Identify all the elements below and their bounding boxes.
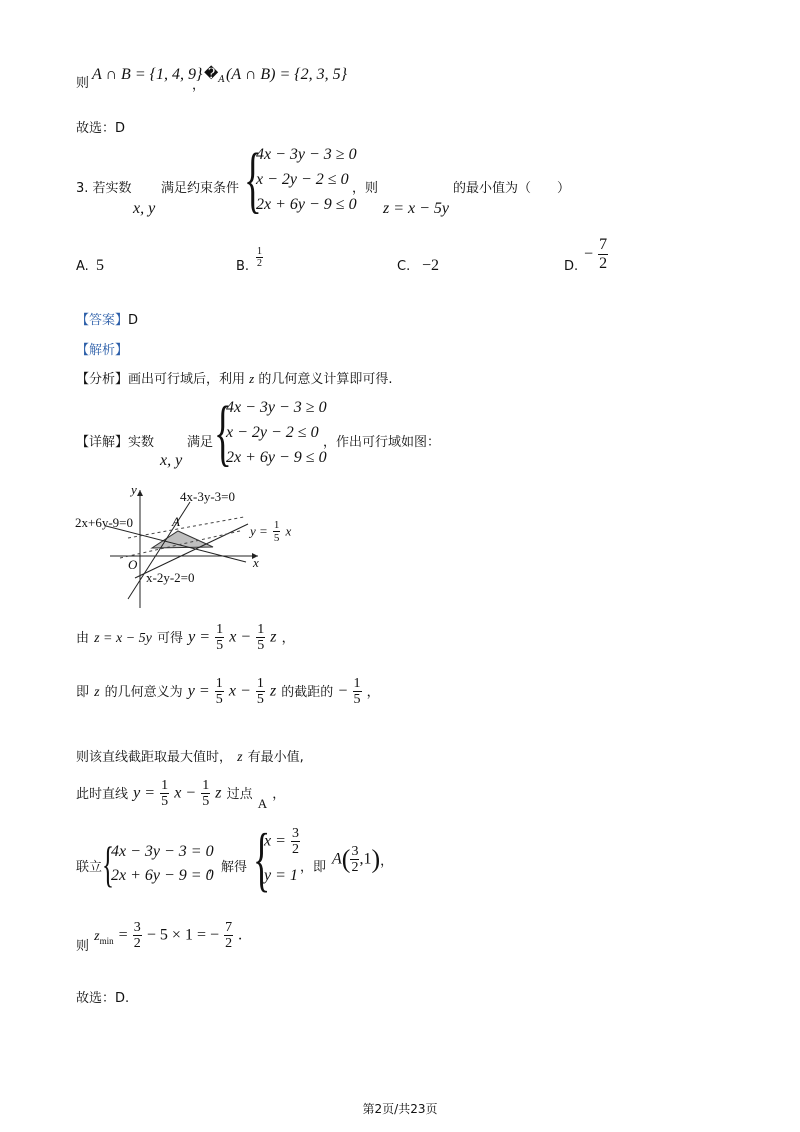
detail-brace: { (214, 392, 232, 474)
step5-mid: ，解得 (208, 860, 248, 875)
detail-constraint-3: 2x + 6y − 9 ≤ 0 (226, 449, 327, 466)
q3-text-then: ，则 (352, 181, 379, 196)
y-axis-arrow (137, 490, 143, 496)
line1-expr1: A ∩ B = {1, 4, 9} (92, 66, 203, 83)
line1-prefix: 则 (76, 76, 90, 91)
q3-text-mid: 满足约束条件 (161, 181, 240, 196)
option-a-value: 5 (96, 257, 104, 274)
detail-constraint-2: x − 2y − 2 ≤ 0 (226, 424, 319, 441)
step5-brace2: { (253, 819, 271, 899)
step5-sol-x: x = $\frac{3}{2}$ (264, 826, 299, 857)
graph-label-dash: y = $\frac{1}{5}$ x (250, 519, 292, 544)
line1-expr2: (A ∩ B) = {2, 3, 5} (226, 66, 348, 83)
detail-vars: x, y (160, 452, 183, 469)
step5-eq-2: 2x + 6y − 9 = 0 (111, 867, 214, 884)
graph-label-y: y (131, 482, 137, 497)
graph-label-o: O (128, 557, 138, 572)
option-b-label: B. (236, 259, 250, 274)
graph-label-line2: 2x+6y-9=0 (75, 515, 133, 530)
graph-label-x: x (253, 555, 259, 570)
option-c-value: −2 (422, 257, 440, 274)
complement-glyph: $�_A$ (204, 66, 225, 85)
answer-tag: 【答案】D (76, 313, 139, 328)
q3-brace: { (244, 139, 262, 221)
detail-tag: 【详解】实数 (76, 435, 155, 450)
analysis-tag: 【解析】 (76, 343, 129, 358)
line1-sep: ， (192, 78, 206, 93)
detail-text2: 满足 (187, 435, 214, 450)
detail-constraint-1: 4x − 3y − 3 ≥ 0 (226, 399, 327, 416)
graph-label-line3: x-2y-2=0 (146, 570, 195, 585)
option-d-label: D. (564, 259, 579, 274)
step5-point: A( $\frac{3}{2}$ ,1)， (332, 844, 394, 875)
step4: 此时直线 y = $\frac{1}{5}$ x − $\frac{1}{5}$ z 过点 $_A$ ， (76, 778, 286, 811)
option-b-value: $\frac{1}{2}$ (257, 246, 262, 269)
q3-objective: z = x − 5y (383, 200, 450, 217)
step3: 则该直线截距取最大值时， z 有最小值, (76, 750, 304, 765)
option-c-label: C. (397, 259, 411, 274)
q3-constraint-1: 4x − 3y − 3 ≥ 0 (256, 146, 357, 163)
q3-constraint-2: x − 2y − 2 ≤ 0 (256, 171, 349, 188)
step5-sol-y: y = 1 (264, 867, 298, 884)
answer-prev: 故选：D (76, 121, 126, 136)
final-answer: 故选：D. (76, 991, 130, 1006)
step2: 即 z 的几何意义为 y = $\frac{1}{5}$ x − $\frac{1}{5}$ z 的截距的 − $\frac{1}{5}$ ， (76, 676, 380, 707)
option-d-value: − $\frac{7}{2}$ (584, 236, 608, 272)
option-a-label: A. (76, 259, 89, 274)
step5-brace: { (102, 836, 114, 892)
step5-prefix: 联立 (76, 860, 103, 875)
detail-text3: ，作出可行域如图： (323, 435, 441, 450)
step5-ji: ，即 (300, 860, 327, 875)
fenxi-line: 【分析】画出可行域后，利用 z 的几何意义计算即可得. (76, 371, 393, 387)
page-footer: 第2页/共23页 (362, 1102, 438, 1116)
graph-label-a: A (172, 514, 180, 529)
step6: $_则$ $z_{min}$ = $\frac{3}{2}$ − 5 × 1 = − $\frac{7}{2}$ . (76, 920, 243, 954)
q3-number: 3. 若实数 (76, 181, 132, 196)
step1: 由 z = x − 5y 可得 y = $\frac{1}{5}$ x − $\frac{1}{5}$ z ， (76, 622, 295, 653)
q3-text-end: 的最小值为（ ） (453, 181, 571, 196)
graph-label-line1: 4x-3y-3=0 (180, 489, 235, 504)
step5-eq-1: 4x − 3y − 3 = 0 (111, 843, 214, 860)
q3-vars: x, y (133, 200, 156, 217)
q3-constraint-3: 2x + 6y − 9 ≤ 0 (256, 196, 357, 213)
